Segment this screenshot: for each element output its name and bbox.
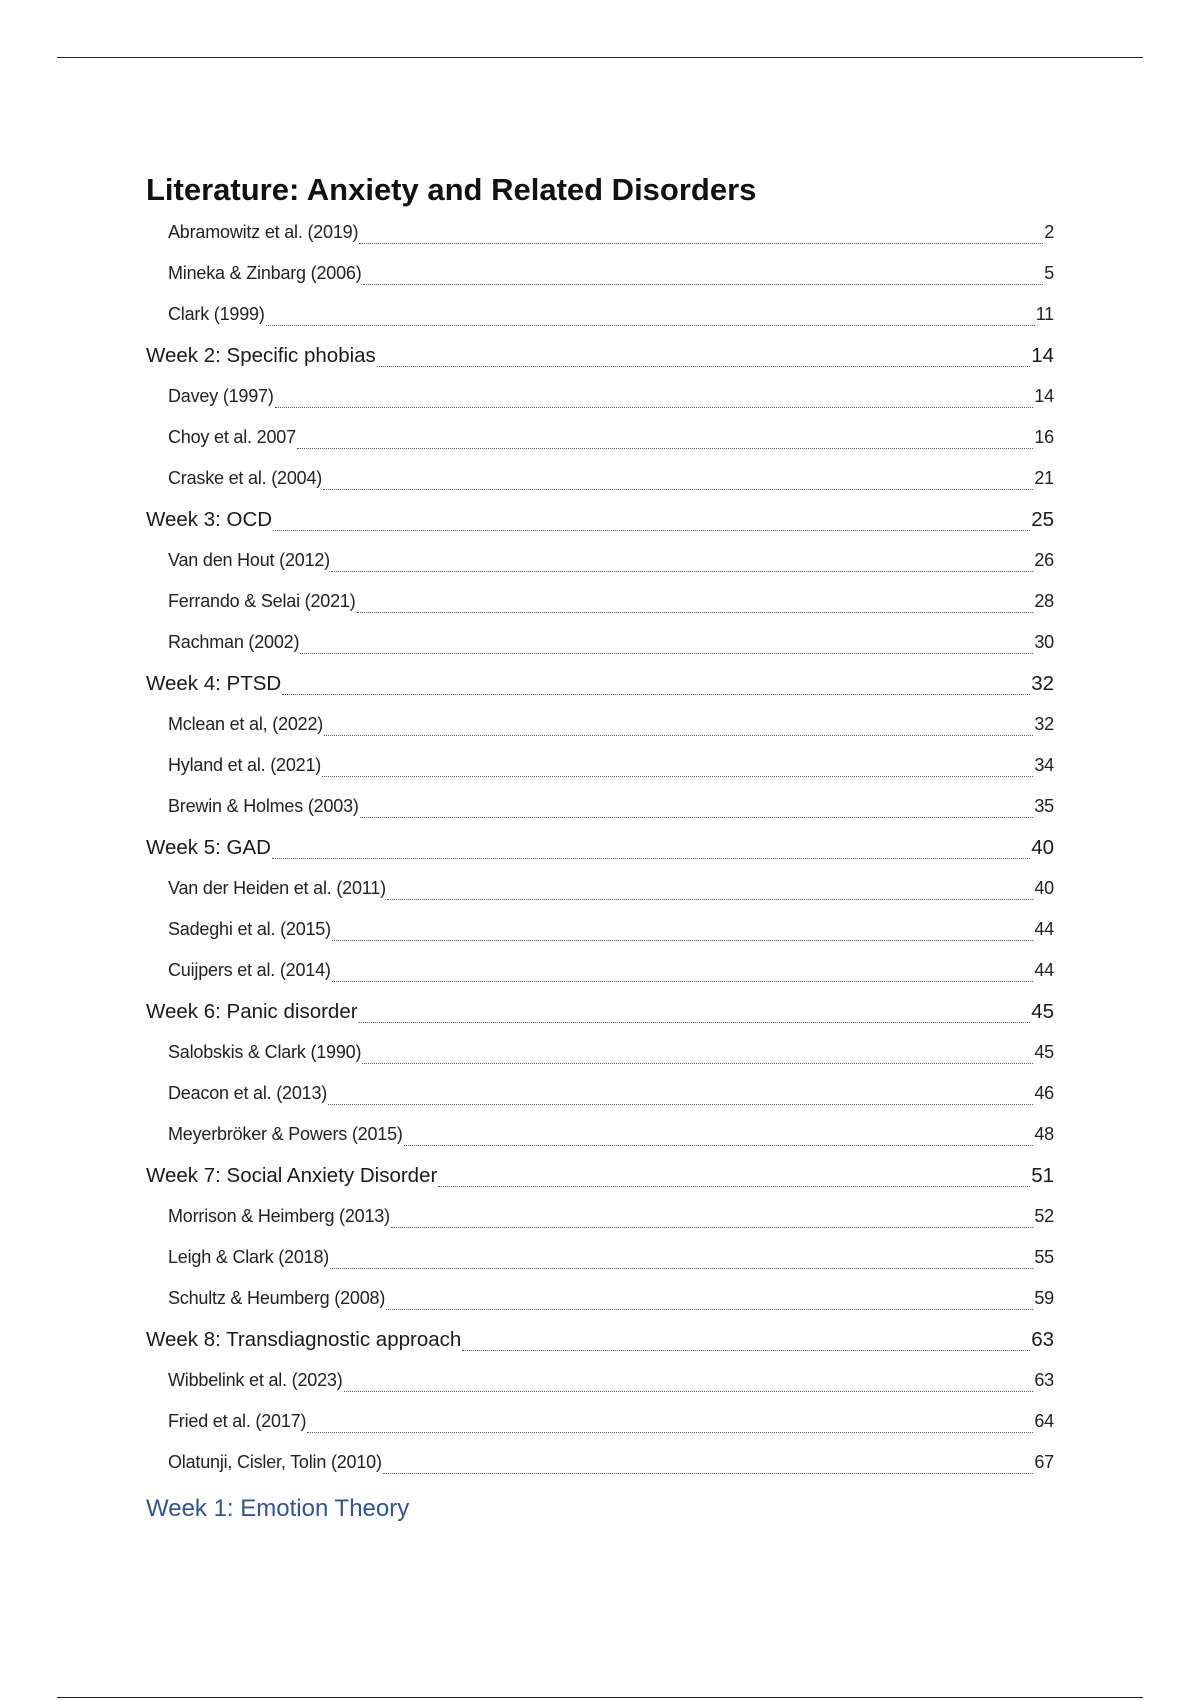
toc-entry-label: Week 4: PTSD (146, 672, 282, 695)
dot-leader (404, 1145, 1034, 1146)
dot-leader (360, 817, 1034, 818)
toc-reference-entry[interactable] (168, 1401, 1054, 1442)
dot-leader (359, 243, 1043, 244)
toc-entry-label: Schultz & Heumberg (2008) (168, 1288, 386, 1308)
toc-entry-label: Brewin & Holmes (2003) (168, 796, 359, 816)
dot-leader (383, 1473, 1034, 1474)
toc-entry-page-number: 45 (1034, 1042, 1054, 1062)
toc-entry-page-number: 25 (1031, 508, 1054, 531)
toc-reference-entry[interactable] (168, 745, 1054, 786)
toc-week-entry[interactable] (146, 991, 1054, 1032)
toc-entry-page-number: 40 (1034, 878, 1054, 898)
dot-leader (323, 489, 1033, 490)
document-title: Literature: Anxiety and Related Disorders (146, 172, 757, 207)
table-of-contents (146, 212, 1054, 1483)
toc-entry-page-number: 55 (1034, 1247, 1054, 1267)
toc-entry-label: Mclean et al, (2022) (168, 714, 324, 734)
toc-entry-label: Deacon et al. (2013) (168, 1083, 328, 1103)
toc-entry-label: Van den Hout (2012) (168, 550, 330, 570)
toc-reference-entry[interactable] (168, 1032, 1054, 1073)
toc-entry-label: Olatunji, Cisler, Tolin (2010) (168, 1452, 382, 1472)
document-body (146, 168, 1054, 1523)
toc-entry-label: Ferrando & Selai (2021) (168, 591, 356, 611)
toc-entry-label: Wibbelink et al. (2023) (168, 1370, 343, 1390)
dot-leader (438, 1186, 1030, 1187)
toc-entry-page-number: 21 (1034, 468, 1054, 488)
dot-leader (273, 530, 1030, 531)
dot-leader (357, 612, 1034, 613)
toc-reference-entry[interactable] (168, 1196, 1054, 1237)
toc-entry-label: Abramowitz et al. (2019) (168, 222, 359, 242)
toc-entry-label: Week 5: GAD (146, 836, 271, 859)
toc-reference-entry[interactable] (168, 704, 1054, 745)
toc-reference-entry[interactable] (168, 417, 1054, 458)
dot-leader (391, 1227, 1033, 1228)
toc-entry-page-number: 14 (1031, 344, 1054, 367)
toc-week-entry[interactable] (146, 663, 1054, 704)
toc-week-entry[interactable] (146, 335, 1054, 376)
toc-reference-entry[interactable] (168, 1278, 1054, 1319)
toc-reference-entry[interactable] (168, 786, 1054, 827)
toc-entry-page-number: 59 (1034, 1288, 1054, 1308)
toc-entry-label: Week 6: Panic disorder (146, 1000, 358, 1023)
toc-entry-page-number: 2 (1044, 222, 1054, 242)
toc-entry-label: Leigh & Clark (2018) (168, 1247, 330, 1267)
dot-leader (386, 1309, 1033, 1310)
dot-leader (344, 1391, 1034, 1392)
toc-entry-page-number: 11 (1035, 304, 1054, 324)
dot-leader (387, 899, 1034, 900)
toc-entry-page-number: 51 (1031, 1164, 1054, 1187)
toc-entry-label: Cuijpers et al. (2014) (168, 960, 331, 980)
toc-entry-label: Week 8: Transdiagnostic approach (146, 1328, 462, 1351)
toc-entry-label: Craske et al. (2004) (168, 468, 323, 488)
toc-entry-label: Sadeghi et al. (2015) (168, 919, 331, 939)
toc-entry-label: Rachman (2002) (168, 632, 300, 652)
toc-entry-page-number: 44 (1034, 919, 1054, 939)
toc-entry-label: Clark (1999) (168, 304, 265, 324)
toc-entry-page-number: 35 (1034, 796, 1054, 816)
toc-reference-entry[interactable] (168, 950, 1054, 991)
toc-entry-page-number: 32 (1034, 714, 1054, 734)
toc-entry-page-number: 52 (1034, 1206, 1054, 1226)
toc-reference-entry[interactable] (168, 868, 1054, 909)
toc-reference-entry[interactable] (168, 253, 1054, 294)
dot-leader (331, 571, 1033, 572)
toc-entry-page-number: 26 (1034, 550, 1054, 570)
dot-leader (330, 1268, 1033, 1269)
toc-reference-entry[interactable] (168, 376, 1054, 417)
dot-leader (462, 1350, 1030, 1351)
toc-reference-entry[interactable] (168, 1360, 1054, 1401)
dot-leader (328, 1104, 1033, 1105)
toc-entry-page-number: 32 (1031, 672, 1054, 695)
dot-leader (266, 325, 1035, 326)
toc-reference-entry[interactable] (168, 1073, 1054, 1114)
toc-entry-page-number: 5 (1044, 263, 1054, 283)
toc-entry-label: Week 7: Social Anxiety Disorder (146, 1164, 438, 1187)
toc-entry-label: Morrison & Heimberg (2013) (168, 1206, 390, 1226)
toc-entry-label: Meyerbröker & Powers (2015) (168, 1124, 403, 1144)
toc-entry-page-number: 44 (1034, 960, 1054, 980)
dot-leader (307, 1432, 1033, 1433)
toc-reference-entry[interactable] (168, 581, 1054, 622)
dot-leader (377, 366, 1030, 367)
toc-entry-page-number: 67 (1034, 1452, 1054, 1472)
toc-entry-page-number: 28 (1034, 591, 1054, 611)
toc-entry-label: Salobskis & Clark (1990) (168, 1042, 362, 1062)
footer-rule (57, 1697, 1143, 1698)
toc-entry-page-number: 64 (1034, 1411, 1054, 1431)
header-rule (57, 57, 1143, 58)
toc-reference-entry[interactable] (168, 1114, 1054, 1155)
toc-entry-label: Mineka & Zinbarg (2006) (168, 263, 362, 283)
dot-leader (322, 776, 1033, 777)
toc-entry-label: Davey (1997) (168, 386, 274, 406)
toc-entry-label: Week 2: Specific phobias (146, 344, 376, 367)
dot-leader (359, 1022, 1031, 1023)
dot-leader (332, 940, 1033, 941)
toc-reference-entry[interactable] (168, 1442, 1054, 1483)
toc-reference-entry[interactable] (168, 458, 1054, 499)
toc-entry-page-number: 30 (1034, 632, 1054, 652)
toc-entry-label: Fried et al. (2017) (168, 1411, 307, 1431)
toc-entry-label: Choy et al. 2007 (168, 427, 296, 447)
toc-reference-entry[interactable] (168, 540, 1054, 581)
toc-entry-label: Week 3: OCD (146, 508, 273, 531)
dot-leader (275, 407, 1034, 408)
toc-entry-page-number: 16 (1034, 427, 1054, 447)
toc-entry-page-number: 48 (1034, 1124, 1054, 1144)
toc-entry-page-number: 63 (1031, 1328, 1054, 1351)
toc-reference-entry[interactable] (168, 294, 1054, 335)
toc-reference-entry[interactable] (168, 622, 1054, 663)
toc-entry-page-number: 45 (1031, 1000, 1054, 1023)
dot-leader (332, 981, 1034, 982)
toc-entry-page-number: 40 (1031, 836, 1054, 859)
toc-week-entry[interactable] (146, 1155, 1054, 1196)
toc-entry-label: Van der Heiden et al. (2011) (168, 878, 386, 898)
dot-leader (272, 858, 1030, 859)
dot-leader (300, 653, 1033, 654)
toc-entry-page-number: 34 (1034, 755, 1054, 775)
toc-week-entry[interactable] (146, 499, 1054, 540)
toc-entry-page-number: 46 (1034, 1083, 1054, 1103)
toc-entry-page-number: 63 (1034, 1370, 1054, 1390)
toc-reference-entry[interactable] (168, 1237, 1054, 1278)
toc-reference-entry[interactable] (168, 909, 1054, 950)
section-heading: Week 1: Emotion Theory (146, 1495, 410, 1522)
dot-leader (363, 284, 1044, 285)
dot-leader (362, 1063, 1033, 1064)
toc-entry-page-number: 14 (1034, 386, 1054, 406)
toc-week-entry[interactable] (146, 1319, 1054, 1360)
dot-leader (324, 735, 1033, 736)
toc-entry-label: Hyland et al. (2021) (168, 755, 322, 775)
dot-leader (282, 694, 1030, 695)
toc-week-entry[interactable] (146, 827, 1054, 868)
dot-leader (297, 448, 1033, 449)
toc-reference-entry[interactable] (168, 212, 1054, 253)
